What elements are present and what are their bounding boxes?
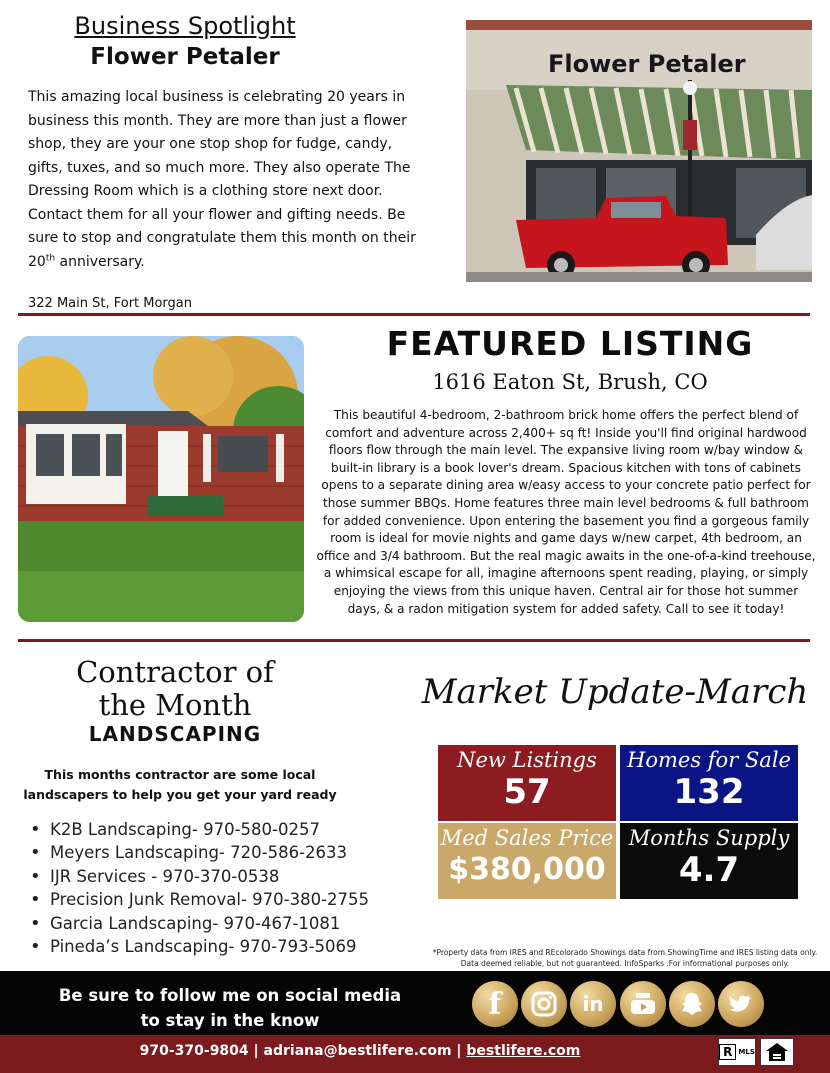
months-supply-tile [620,823,798,899]
footer-follow-text: Be sure to follow me on social media to stay in the know [58,986,402,1030]
featured-listing-address: 1616 Eaton St, Brush, CO [432,370,708,394]
market-update-title: Market Update-March [421,672,809,712]
featured-listing-description: This beautiful 4-bedroom, 2-bathroom brick home offers the perfect blend of comfort and adventure across 2,400+ sq ft! Inside you'll find original hardwood floors flow through the main level. The expansive living room w/bay window & built-in library is a book lover's dream. Spacious kitchen with tons of cabinets opens to a separate dining area w/easy access to your concrete patio perfect for those summer BBQs. Home features three main level bedrooms & full bathroom for added convenience. Upon entering the basement you find a gorgeous family room is ideal for movie nights and game days w/new carpet, 4th bedroom, an office and 3/4 bathroom. But the real magic awaits in the one-of-a-kind treehouse, a whimsical escape for all, imagine afternoons spent reading, playing, or simply enjoying the views from this unique haven. Central air for those hot summer days, & a radon mitigation system for added safety. Call to see it today! [316,408,816,616]
section-divider [18,639,810,642]
list-item: • IJR Services - 970-370-0538 [30,865,369,888]
phone-link[interactable]: 970-370-9804 [139,1043,249,1059]
market-disclaimer: *Property data from IRES and REcolorado Showings data from ShowingTime and IRES listing data only. Data deemed reliable, but not guaranteed. InfoSparks .For informational purposes only. [432,948,818,968]
list-item: • Meyers Landscaping- 720-586-2633 [30,841,369,864]
tile-value: 132 [673,772,745,812]
med-sales-price-tile [438,823,616,899]
email-link[interactable]: adriana@bestlifere.com [263,1043,452,1059]
storefront-sign: Flower Petaler [548,50,746,78]
tile-label: Months Supply [628,826,790,850]
instagram-icon[interactable] [521,981,567,1027]
tile-value: 4.7 [678,850,740,890]
list-item: • Precision Junk Removal- 970-380-2755 [30,888,369,911]
featured-listing-title: FEATURED LISTING [386,324,754,363]
tile-label: Homes for Sale [627,748,791,772]
website-link[interactable]: bestlifere.com [466,1043,581,1059]
list-item: • Pineda’s Landscaping- 970-793-5069 [30,935,369,958]
contractor-intro: This months contractor are some local landscapers to help you get your yard ready [23,767,337,802]
list-item: • K2B Landscaping- 970-580-0257 [30,818,369,841]
new-listings-tile [438,745,616,821]
footer-contact-info: 970-370-9804 | adriana@bestlifere.com | bestlifere.com [139,1043,581,1059]
tile-label: Med Sales Price [440,826,614,850]
youtube-icon[interactable] [620,981,666,1027]
contractor-list [30,818,369,958]
tile-label: New Listings [457,748,597,772]
homes-for-sale-tile [620,745,798,821]
list-item: • Garcia Landscaping- 970-467-1081 [30,912,369,935]
tile-value: 57 [503,772,551,812]
spotlight-description: This amazing local business is celebrating 20 years in business this month. They are more than just a flower shop, they are your one stop shop for fudge, candy, gifts, tuxes, and so much more. They also operate The Dressing Room which is a clothing store next door. Contact them for all your flower and gifting needs. Be sure to stop and congratulate them this month on their 20th anniversary. [28,89,416,270]
listing-house-photo [18,336,304,622]
twitter-icon[interactable] [718,981,764,1027]
contractor-category: LANDSCAPING [88,722,262,746]
contractor-title: Contractor of the Month [76,655,274,722]
linkedin-icon[interactable]: in [570,981,616,1027]
snapchat-icon[interactable] [669,981,715,1027]
spotlight-address: 322 Main St, Fort Morgan [28,296,193,311]
realtor-mls-logo: R MLS [718,1038,756,1066]
spotlight-heading: Business Spotlight [74,12,296,40]
facebook-icon[interactable]: f [472,981,518,1027]
spotlight-business-name: Flower Petaler [90,44,280,70]
storefront-photo [466,20,812,282]
equal-housing-logo [760,1038,794,1066]
tile-value: $380,000 [448,852,606,887]
section-divider [18,313,810,316]
